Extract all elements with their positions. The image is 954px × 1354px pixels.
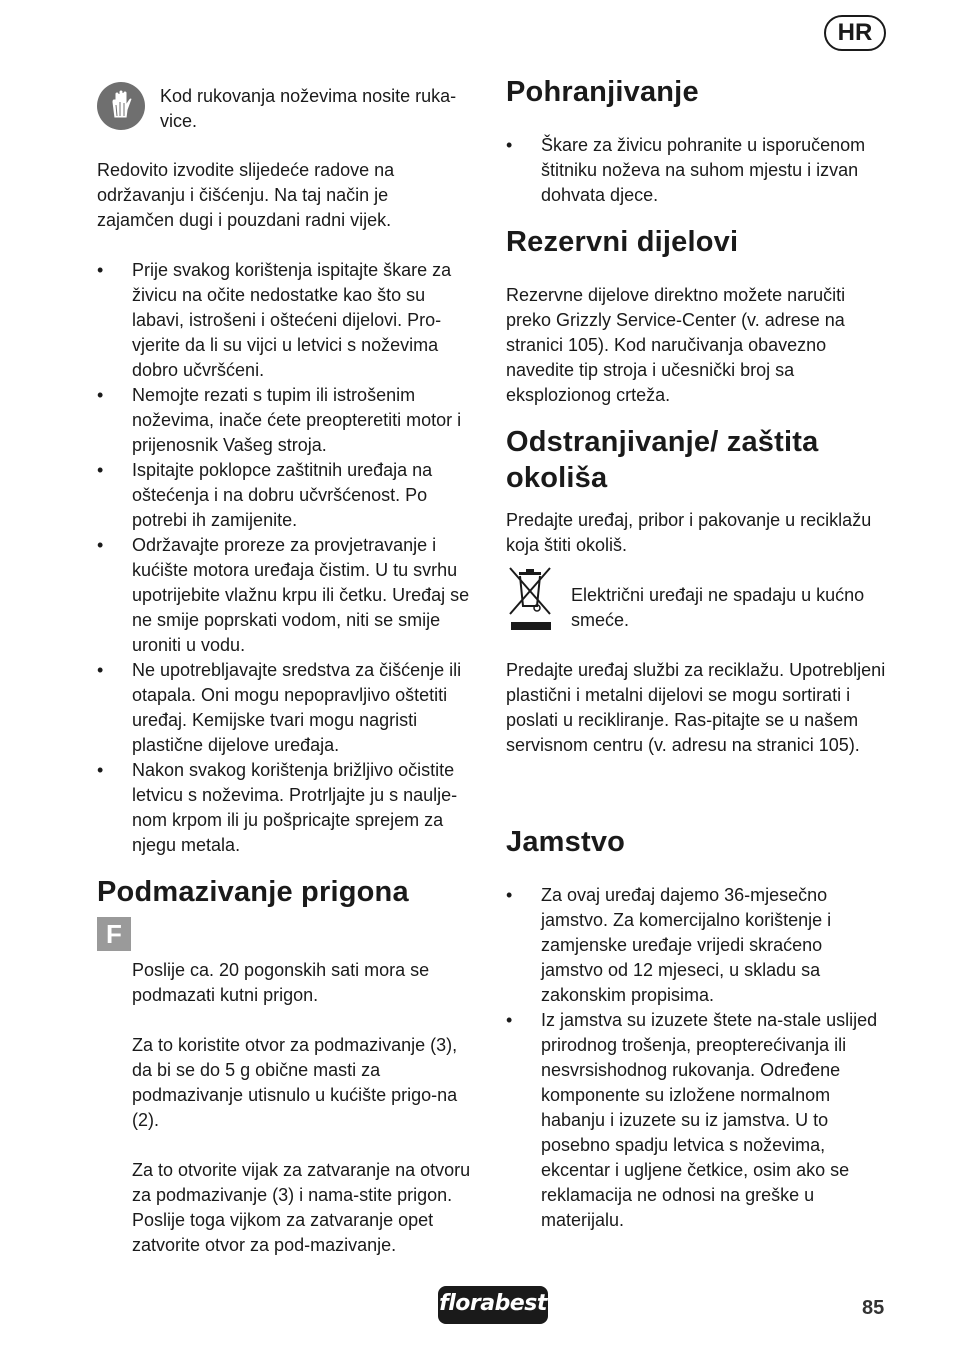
warranty-heading: Jamstvo	[506, 826, 626, 858]
disposal-text: Predajte uređaj službi za reciklažu. Upotrebljeni plastični i metalni dijelovi se mogu sortirati i poslati u recikliranje. Ras-pitajte se u našem servisnom centru (v. adresu na stranici 105).	[506, 660, 886, 755]
lubrication-paragraph: Za to otvorite vijak za zatvaranje na otvoru za podmazivanje (3) i nama-stite prigon. Poslije toga vijkom za zatvaranje opet zatvorite otvor za pod-mazivanje.	[132, 1160, 471, 1255]
crossed-bin-icon	[506, 564, 554, 632]
disposal-heading-line: Odstranjivanje/ zaštita	[506, 426, 819, 458]
maintenance-intro: Redovito izvodite slijedeće radove na održavanju i čišćenju. Na taj način je zajamčen dugi i pouzdani radni vijek.	[97, 160, 395, 230]
warranty-list	[506, 883, 886, 1233]
storage-heading: Pohranjivanje	[506, 76, 699, 108]
list-item: • Iz jamstva su izuzete štete na-stale uslijed prirodnog trošenja, preopterećivanja ili nesvrsishodnog rukovanja. Određene komponente su izložene normalnom habanju i izuzete su iz jamstva. U to posebno spadju letvica s noževima, ekcentar i ugljene četkice, osim ako se reklamacija ne odnosi na greške u materijalu.	[506, 1008, 886, 1233]
list-item: • Ne upotrebljavajte sredstva za čišćenje ili otapala. Oni mogu nepopravljivo oštetiti uređaj. Kemijske tvari mogu nagristi plastične dijelove uređaja.	[97, 658, 482, 758]
page-number: 85	[862, 1297, 885, 1319]
language-badge: HR	[824, 15, 886, 51]
list-item: • Nemojte rezati s tupim ili istrošenim noževima, inače ćete preopteretiti motor i prijenosnik Vašeg stroja.	[97, 383, 482, 458]
spare-parts-text: Rezervne dijelove direktno možete naručiti preko Grizzly Service-Center (v. adrese na stranici 105). Kod naručivanja obavezno navedite tip stroja i učesnički broj sa eksplozionog crteža.	[506, 285, 846, 405]
disposal-heading	[506, 424, 818, 496]
list-item: • Škare za živicu pohranite u isporučenom štitniku noževa na suhom mjestu i izvan dohvata djece.	[506, 133, 886, 208]
list-item: • Održavajte proreze za provjetravanje i kućište motora uređaja čistim. U tu svrhu upotrijebite vlažnu krpu ili četku. Uređaj se ne smije poprskati vodom, niti se smije uroniti u vodu.	[97, 533, 482, 658]
disposal-intro: Predajte uređaj, pribor i pakovanje u reciklažu koja štiti okoliš.	[506, 510, 872, 555]
lubrication-paragraph: Poslije ca. 20 pogonskih sati mora se podmazati kutni prigon.	[132, 960, 430, 1005]
lubrication-heading: Podmazivanje prigona	[97, 876, 409, 908]
list-item: • Prije svakog korištenja ispitajte škare za živicu na očite nedostatke kao što su labavi, istrošeni i oštećeni dijelovi. Pro-vjerite da li su vijci u letvici s noževima dobro učvršćeni.	[97, 258, 482, 383]
list-item: • Za ovaj uređaj dajemo 36-mjesečno jamstvo. Za komercijalno korištenje i zamjenske uređaje vrijedi skraćeno jamstvo od 12 mjeseci, u skladu sa zakonskim propisima.	[506, 883, 886, 1008]
figure-label: F	[97, 917, 131, 951]
spare-parts-heading: Rezervni dijelovi	[506, 226, 739, 258]
brand-logo: florabest	[438, 1286, 548, 1324]
gloves-icon	[97, 82, 145, 130]
storage-list	[506, 133, 886, 208]
maintenance-list	[97, 258, 482, 858]
list-item: • Nakon svakog korištenja brižljivo očistite letvicu s noževima. Protrljajte ju s naulje-nom krpom ili ju pošpricajte sprejem za njegu metala.	[97, 758, 482, 858]
list-item: • Ispitajte poklopce zaštitnih uređaja na oštećenja i na dobru učvršćenost. Po potrebi ih zamijenite.	[97, 458, 482, 533]
weee-note: Električni uređaji ne spadaju u kućno smeće.	[571, 585, 865, 630]
disposal-heading-line: okoliša	[506, 462, 608, 494]
lubrication-paragraph: Za to koristite otvor za podmazivanje (3), da bi se do 5 g obične masti za podmazivanje utisnulo u kućište prigo-na (2).	[132, 1035, 458, 1130]
glove-note: Kod rukovanja noževima nosite ruka-vice.	[160, 86, 457, 131]
